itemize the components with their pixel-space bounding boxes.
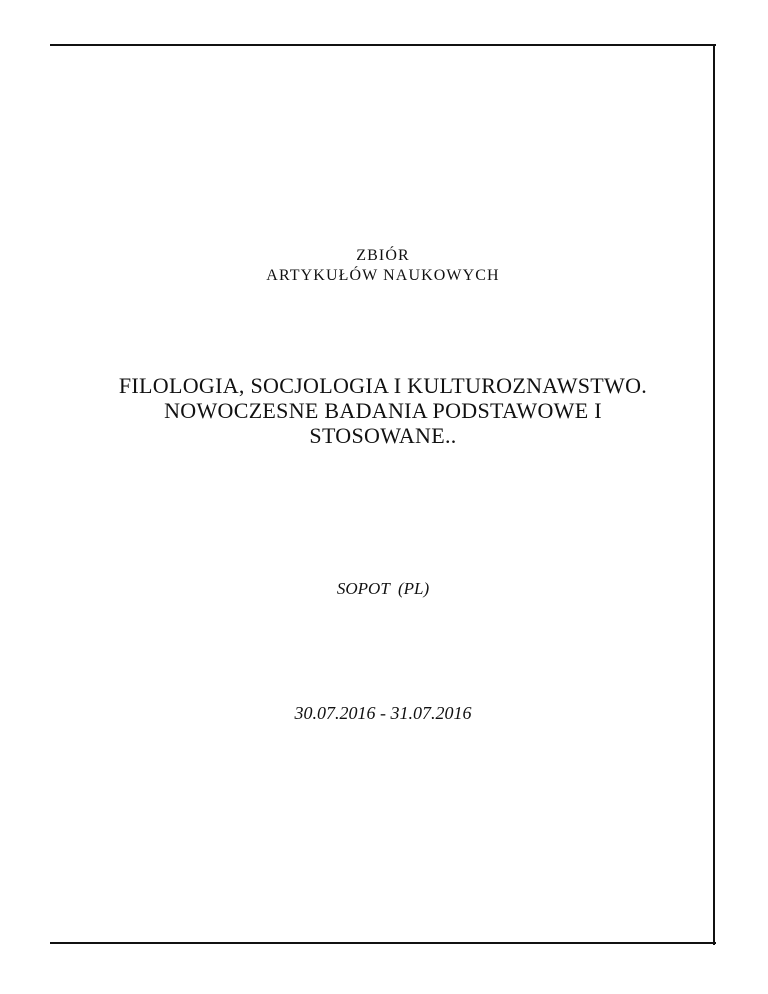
- frame-right-border: [713, 44, 715, 945]
- collection-line-2: ARTYKUŁÓW NAUKOWYCH: [266, 267, 500, 284]
- title-line-2: NOWOCZESNE BADANIA PODSTAWOWE I: [164, 398, 602, 423]
- document-title: [50, 373, 716, 448]
- place-label: SOPOT (PL): [336, 579, 430, 598]
- frame-bottom-border: [50, 942, 716, 944]
- frame-top-border: [50, 44, 716, 46]
- title-line-1: FILOLOGIA, SOCJOLOGIA I KULTUROZNAWSTWO.: [118, 373, 648, 398]
- title-line-3: STOSOWANE..: [309, 423, 457, 448]
- collection-heading: [50, 246, 716, 286]
- collection-line-1: ZBIÓR: [356, 247, 410, 264]
- date-range: 30.07.2016 - 31.07.2016: [294, 703, 472, 723]
